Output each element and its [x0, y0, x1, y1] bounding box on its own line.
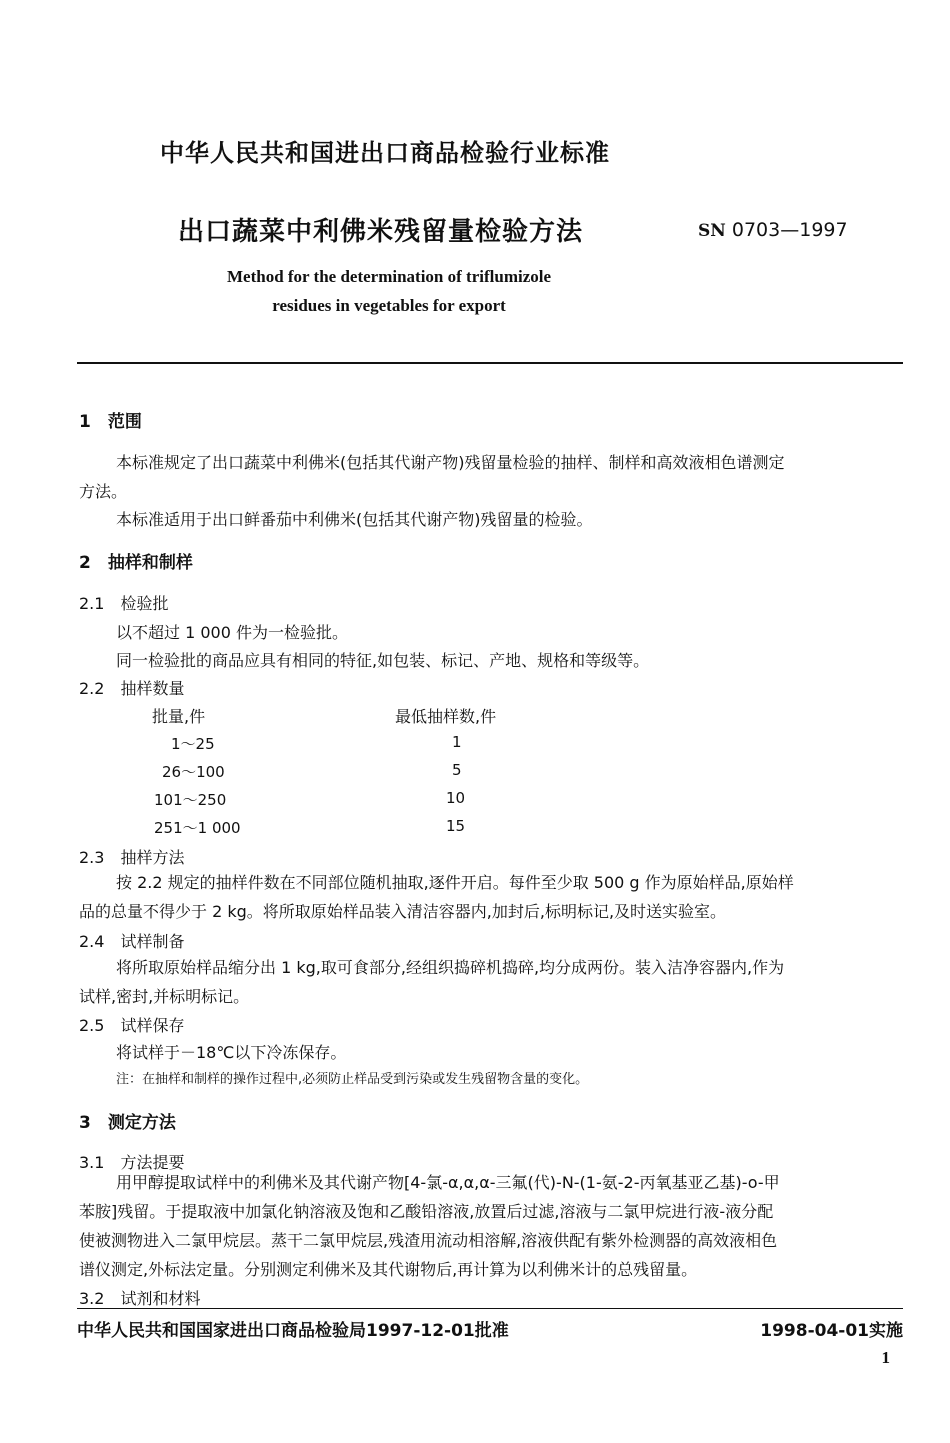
footer-issuer: 中华人民共和国国家进出口商品检验局1997-12-01批准	[77, 1321, 509, 1341]
section-2-3-heading: 2.3 抽样方法	[79, 848, 185, 867]
section-2-1-paragraph-1: 以不超过 1 000 件为一检验批。	[116, 623, 348, 642]
section-3-1-line-3: 使被测物进入二氯甲烷层。蒸干二氯甲烷层,残渣用流动相溶解,溶液供配有紫外检测器的高效液相色	[79, 1231, 778, 1250]
section-2-4-line-1: 将所取原始样品缩分出 1 kg,取可食部分,经组织捣碎机捣碎,均分成两份。装入洁净容器内,作为	[116, 958, 785, 977]
section-3-2-heading: 3.2 试剂和材料	[79, 1289, 201, 1308]
table-cell-batch: 251～1 000	[154, 819, 241, 837]
section-3-1-line-1: 用甲醇提取试样中的利佛米及其代谢产物[4-氯-α,α,α-三氟(代)-N-(1-氨-2-丙氧基亚乙基)-o-甲	[116, 1173, 780, 1192]
section-2-1-paragraph-2: 同一检验批的商品应具有相同的特征,如包装、标记、产地、规格和等级等。	[116, 651, 650, 670]
section-2-5-heading: 2.5 试样保存	[79, 1016, 185, 1035]
section-1-paragraph-1-line-2: 方法。	[79, 482, 128, 501]
table-cell-min: 15	[446, 817, 466, 835]
english-title-line1: Method for the determination of triflumizole	[226, 267, 552, 286]
table-header-batch: 批量,件	[152, 707, 206, 726]
section-2-1-heading: 2.1 检验批	[79, 594, 169, 613]
footer-divider	[77, 1308, 903, 1309]
footer-effective-date: 1998-04-01实施	[760, 1321, 903, 1341]
section-2-heading: 2 抽样和制样	[79, 553, 193, 573]
section-2-5-note: 注：在抽样和制样的操作过程中,必须防止样品受到污染或发生残留物含量的变化。	[116, 1072, 589, 1087]
header-divider	[77, 362, 903, 364]
page-number: 1	[881, 1348, 890, 1367]
table-cell-min: 1	[452, 733, 462, 751]
table-header-min-samples: 最低抽样数,件	[395, 707, 497, 726]
section-3-heading: 3 测定方法	[79, 1113, 176, 1133]
table-cell-batch: 1～25	[171, 735, 215, 753]
section-1-paragraph-1-line-1: 本标准规定了出口蔬菜中利佛米(包括其代谢产物)残留量检验的抽样、制样和高效液相色谱测定	[116, 453, 785, 472]
table-cell-min: 5	[452, 761, 462, 779]
document-code	[698, 219, 848, 241]
section-1-paragraph-2: 本标准适用于出口鲜番茄中利佛米(包括其代谢产物)残留量的检验。	[116, 510, 593, 529]
section-1-heading: 1 范围	[79, 412, 142, 432]
code-number: 0703—1997	[731, 219, 848, 241]
section-2-4-line-2: 试样,密封,并标明标记。	[79, 987, 250, 1006]
table-cell-min: 10	[446, 789, 466, 807]
section-3-1-line-4: 谱仪测定,外标法定量。分别测定利佛米及其代谢物后,再计算为以利佛米计的总残留量。	[79, 1260, 698, 1279]
section-2-3-line-2: 品的总量不得少于 2 kg。将所取原始样品装入清洁容器内,加封后,标明标记,及时送实验室。	[79, 902, 727, 921]
section-2-4-heading: 2.4 试样制备	[79, 932, 185, 951]
table-cell-batch: 26～100	[162, 763, 225, 781]
english-title-line2: residues in vegetables for export	[272, 296, 506, 315]
section-2-2-heading: 2.2 抽样数量	[79, 679, 185, 698]
document-title: 出口蔬菜中利佛米残留量检验方法	[178, 217, 584, 247]
standard-type-header: 中华人民共和国进出口商品检验行业标准	[160, 139, 610, 167]
code-prefix: SN	[698, 221, 726, 241]
section-2-3-line-1: 按 2.2 规定的抽样件数在不同部位随机抽取,逐件开启。每件至少取 500 g 作为原始样品,原始样	[116, 873, 794, 892]
section-3-1-line-2: 苯胺]残留。于提取液中加氯化钠溶液及饱和乙酸铅溶液,放置后过滤,溶液与二氯甲烷进行液-液分配	[79, 1202, 774, 1221]
table-cell-batch: 101～250	[154, 791, 227, 809]
section-2-5-line-1: 将试样于－18℃以下冷冻保存。	[116, 1043, 347, 1062]
section-3-1-heading: 3.1 方法提要	[79, 1153, 185, 1172]
